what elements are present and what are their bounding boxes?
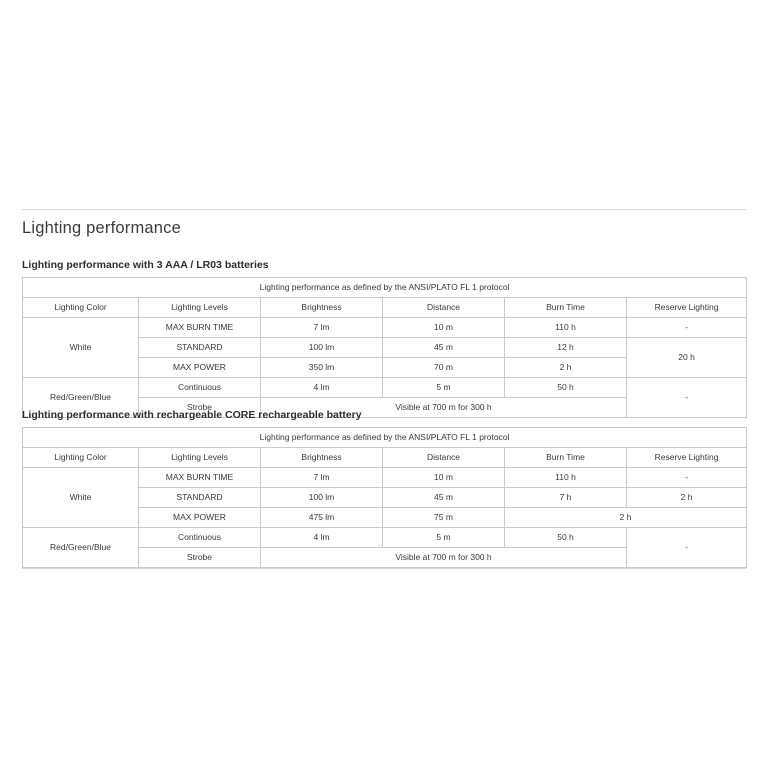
col-header-burntime: Burn Time — [505, 298, 627, 318]
protocol-header: Lighting performance as defined by the ANSI/PLATO FL 1 protocol — [23, 278, 747, 298]
table-row-header — [23, 298, 747, 318]
cell-color-white: White — [23, 468, 139, 528]
perf-table-aaa — [22, 277, 747, 418]
cell-burntime: 2 h — [505, 358, 627, 378]
bottom-divider — [22, 568, 746, 569]
table-row — [23, 318, 747, 338]
col-header-burntime: Burn Time — [505, 448, 627, 468]
cell-brightness: 350 lm — [261, 358, 383, 378]
cell-burntime: 12 h — [505, 338, 627, 358]
cell-reserve: - — [627, 318, 747, 338]
cell-reserve: 20 h — [627, 338, 747, 378]
cell-reserve: - — [627, 468, 747, 488]
cell-level: MAX BURN TIME — [139, 318, 261, 338]
table-row-protocol — [23, 278, 747, 298]
perf-table-core — [22, 427, 747, 568]
cell-distance: 45 m — [383, 488, 505, 508]
col-header-brightness: Brightness — [261, 448, 383, 468]
perf-block-aaa — [22, 259, 746, 418]
col-header-levels: Lighting Levels — [139, 448, 261, 468]
cell-distance: 45 m — [383, 338, 505, 358]
cell-level: MAX POWER — [139, 358, 261, 378]
col-header-color: Lighting Color — [23, 298, 139, 318]
col-header-distance: Distance — [383, 298, 505, 318]
col-header-reserve: Reserve Lighting — [627, 448, 747, 468]
perf-block-core — [22, 409, 746, 568]
cell-reserve: - — [627, 378, 747, 418]
cell-burntime: 50 h — [505, 528, 627, 548]
cell-brightness: 100 lm — [261, 338, 383, 358]
col-header-distance: Distance — [383, 448, 505, 468]
block-title: Lighting performance with rechargeable CORE rechargeable battery — [22, 409, 362, 421]
block-title: Lighting performance with 3 AAA / LR03 batteries — [22, 259, 269, 271]
cell-color-rgb: Red/Green/Blue — [23, 378, 139, 418]
cell-brightness: 475 lm — [261, 508, 383, 528]
cell-reserve: - — [627, 528, 747, 568]
cell-color-white: White — [23, 318, 139, 378]
protocol-header: Lighting performance as defined by the ANSI/PLATO FL 1 protocol — [23, 428, 747, 448]
cell-distance: 5 m — [383, 378, 505, 398]
cell-level: STANDARD — [139, 338, 261, 358]
cell-distance: 5 m — [383, 528, 505, 548]
cell-level: Continuous — [139, 378, 261, 398]
cell-brightness: 100 lm — [261, 488, 383, 508]
cell-strobe: Visible at 700 m for 300 h — [261, 548, 627, 568]
cell-level: Strobe — [139, 548, 261, 568]
table-row — [23, 528, 747, 548]
col-header-reserve: Reserve Lighting — [627, 298, 747, 318]
table-row-header — [23, 448, 747, 468]
cell-color-rgb: Red/Green/Blue — [23, 528, 139, 568]
cell-brightness: 7 lm — [261, 468, 383, 488]
cell-brightness: 4 lm — [261, 378, 383, 398]
cell-distance: 70 m — [383, 358, 505, 378]
cell-level: Continuous — [139, 528, 261, 548]
cell-burntime: 110 h — [505, 468, 627, 488]
cell-level: MAX BURN TIME — [139, 468, 261, 488]
col-header-levels: Lighting Levels — [139, 298, 261, 318]
cell-brightness: 4 lm — [261, 528, 383, 548]
cell-level: Strobe — [139, 398, 261, 418]
cell-distance: 10 m — [383, 318, 505, 338]
cell-burntime: 110 h — [505, 318, 627, 338]
cell-strobe: Visible at 700 m for 300 h — [261, 398, 627, 418]
table-row — [23, 468, 747, 488]
col-header-color: Lighting Color — [23, 448, 139, 468]
cell-distance: 10 m — [383, 468, 505, 488]
cell-burntime: 7 h — [505, 488, 627, 508]
table-row-protocol — [23, 428, 747, 448]
cell-distance: 75 m — [383, 508, 505, 528]
table-row — [23, 378, 747, 398]
cell-level: STANDARD — [139, 488, 261, 508]
cell-level: MAX POWER — [139, 508, 261, 528]
cell-reserve: 2 h — [627, 488, 747, 508]
col-header-brightness: Brightness — [261, 298, 383, 318]
cell-burntime-reserve: 2 h — [505, 508, 747, 528]
cell-brightness: 7 lm — [261, 318, 383, 338]
cell-burntime: 50 h — [505, 378, 627, 398]
top-divider — [22, 209, 746, 210]
page-title: Lighting performance — [22, 219, 182, 237]
